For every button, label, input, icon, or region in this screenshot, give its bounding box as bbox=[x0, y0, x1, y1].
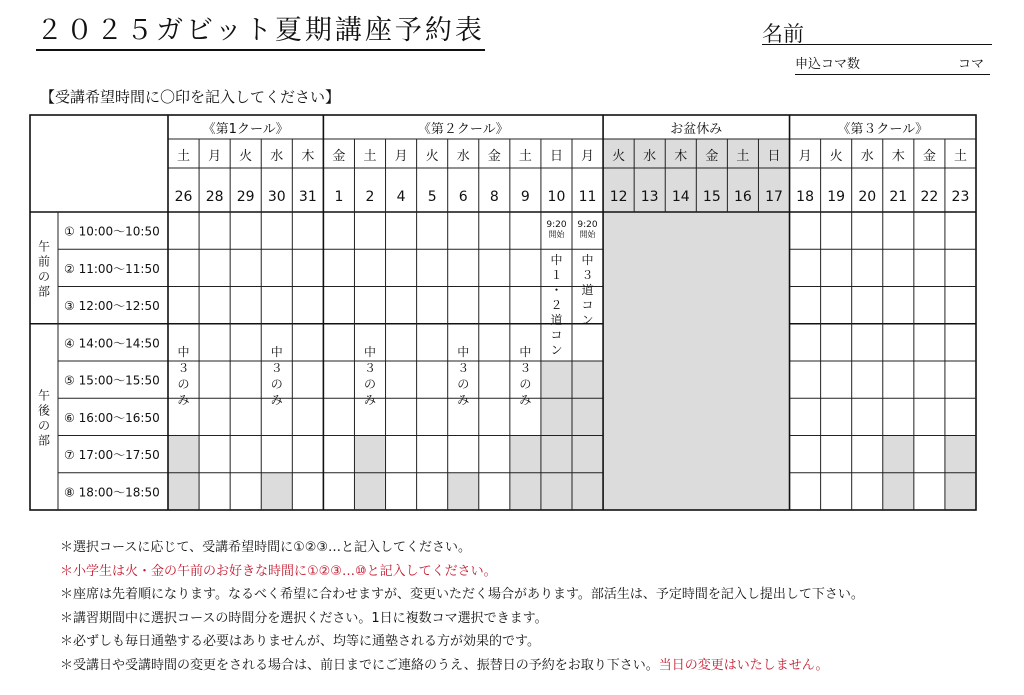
booking-cell[interactable] bbox=[324, 288, 353, 323]
section-label: 前 bbox=[37, 254, 51, 269]
date-label: 4 bbox=[396, 189, 406, 205]
cool-group-label: 《第２クール》 bbox=[417, 122, 509, 137]
weekday-label: 土 bbox=[177, 149, 191, 164]
booking-cell[interactable] bbox=[884, 437, 913, 472]
booking-cell[interactable] bbox=[511, 250, 540, 285]
booking-cell[interactable] bbox=[324, 474, 353, 509]
booking-cell[interactable] bbox=[822, 362, 851, 397]
weekday-label: 金 bbox=[922, 149, 936, 164]
time-slot-label: ③ 12:00～12:50 bbox=[64, 299, 160, 314]
time-slot-label: ④ 14:00～14:50 bbox=[64, 336, 160, 351]
booking-cell[interactable] bbox=[200, 325, 229, 360]
booking-cell[interactable] bbox=[480, 325, 509, 360]
booking-cell[interactable] bbox=[946, 474, 975, 509]
weekday-label: 土 bbox=[518, 149, 532, 164]
booking-cell[interactable] bbox=[511, 288, 540, 323]
booking-cell[interactable] bbox=[418, 399, 447, 434]
note-line: ＊講習期間中に選択コースの時間分を選択ください。1日に複数コマ選択できます。 bbox=[60, 610, 548, 626]
section-label: 午 bbox=[37, 239, 51, 254]
booking-cell[interactable] bbox=[355, 288, 384, 323]
booking-cell[interactable] bbox=[884, 250, 913, 285]
note-line: ＊選択コースに応じて、受講希望時間に①②③…と記入してください。 bbox=[60, 540, 472, 555]
date-label: 19 bbox=[827, 189, 846, 205]
booking-cell[interactable] bbox=[355, 213, 384, 248]
weekday-label: 水 bbox=[860, 149, 874, 164]
time-slot-label: ⑦ 17:00～17:50 bbox=[64, 448, 160, 463]
course-note: 中 bbox=[581, 253, 594, 267]
booking-cell[interactable] bbox=[480, 288, 509, 323]
booking-cell[interactable] bbox=[915, 325, 944, 360]
weekday-label: 火 bbox=[612, 149, 626, 164]
section-label: 部 bbox=[37, 433, 51, 448]
section-label: 午 bbox=[37, 388, 51, 403]
booking-cell[interactable] bbox=[449, 213, 478, 248]
booking-cell[interactable] bbox=[231, 474, 260, 509]
course-note: ン bbox=[581, 313, 594, 327]
booking-cell[interactable] bbox=[573, 399, 602, 434]
course-note: ３ bbox=[581, 268, 594, 282]
booking-cell[interactable] bbox=[262, 437, 291, 472]
booking-cell[interactable] bbox=[915, 213, 944, 248]
booking-cell[interactable] bbox=[822, 399, 851, 434]
booking-cell[interactable] bbox=[542, 399, 571, 434]
booking-cell[interactable] bbox=[946, 250, 975, 285]
weekday-label: 月 bbox=[208, 149, 222, 164]
time-slot-label: ⑥ 16:00～16:50 bbox=[64, 410, 160, 425]
course-note: ３ bbox=[519, 360, 532, 375]
booking-cell[interactable] bbox=[791, 250, 820, 285]
booking-cell[interactable] bbox=[200, 362, 229, 397]
cool-group-label: 《第３クール》 bbox=[837, 122, 929, 137]
weekday-label: 木 bbox=[674, 149, 688, 164]
date-label: 28 bbox=[205, 189, 224, 205]
booking-cell[interactable] bbox=[324, 399, 353, 434]
date-label: 20 bbox=[858, 189, 877, 205]
booking-cell[interactable] bbox=[293, 288, 322, 323]
booking-cell[interactable] bbox=[387, 288, 416, 323]
booking-cell[interactable] bbox=[169, 213, 198, 248]
time-slot-label: ② 11:00～11:50 bbox=[64, 261, 160, 276]
course-note: の bbox=[457, 376, 470, 391]
booking-cell[interactable] bbox=[355, 474, 384, 509]
booking-cell[interactable] bbox=[791, 362, 820, 397]
booking-cell[interactable] bbox=[853, 437, 882, 472]
course-note: 中 bbox=[550, 253, 563, 267]
booking-cell[interactable] bbox=[169, 474, 198, 509]
booking-cell[interactable] bbox=[853, 325, 882, 360]
booking-cell[interactable] bbox=[387, 325, 416, 360]
booking-cell[interactable] bbox=[946, 399, 975, 434]
booking-cell[interactable] bbox=[884, 399, 913, 434]
booking-cell[interactable] bbox=[355, 250, 384, 285]
booking-cell[interactable] bbox=[822, 325, 851, 360]
obon-block bbox=[603, 212, 789, 510]
booking-cell[interactable] bbox=[324, 325, 353, 360]
course-note: コ bbox=[550, 328, 563, 342]
weekday-label: 木 bbox=[891, 149, 905, 164]
date-label: 23 bbox=[951, 189, 970, 205]
booking-cell[interactable] bbox=[324, 437, 353, 472]
course-note: み bbox=[457, 392, 470, 407]
note-line: ＊小学生は火・金の午前のお好きな時間に①②③…⑩と記入してください。 bbox=[60, 563, 497, 579]
booking-cell[interactable] bbox=[853, 399, 882, 434]
weekday-label: 水 bbox=[270, 149, 284, 164]
booking-cell[interactable] bbox=[573, 362, 602, 397]
date-label: 15 bbox=[702, 189, 721, 205]
weekday-label: 火 bbox=[239, 149, 253, 164]
booking-cell[interactable] bbox=[200, 213, 229, 248]
cool-group-label: 《第1クール》 bbox=[202, 122, 289, 137]
course-note: 中 bbox=[457, 344, 470, 359]
booking-cell[interactable] bbox=[418, 325, 447, 360]
section-label: の bbox=[37, 269, 51, 284]
booking-cell[interactable] bbox=[355, 437, 384, 472]
booking-cell[interactable] bbox=[573, 325, 602, 360]
section-label: 後 bbox=[37, 403, 51, 418]
weekday-label: 土 bbox=[953, 149, 967, 164]
booking-cell[interactable] bbox=[853, 362, 882, 397]
date-label: 30 bbox=[267, 189, 286, 205]
date-label: 5 bbox=[427, 189, 437, 205]
booking-cell[interactable] bbox=[853, 213, 882, 248]
booking-cell[interactable] bbox=[542, 474, 571, 509]
booking-cell[interactable] bbox=[946, 362, 975, 397]
start-time-note: 9:20 bbox=[546, 220, 567, 230]
booking-cell[interactable] bbox=[449, 474, 478, 509]
booking-cell[interactable] bbox=[480, 213, 509, 248]
booking-cell[interactable] bbox=[200, 399, 229, 434]
course-note: １ bbox=[550, 268, 563, 282]
page-title: ２０２５ガビット夏期講座予約表 bbox=[36, 14, 485, 51]
booking-cell[interactable] bbox=[262, 288, 291, 323]
booking-cell[interactable] bbox=[418, 250, 447, 285]
booking-cell[interactable] bbox=[169, 437, 198, 472]
booking-cell[interactable] bbox=[418, 213, 447, 248]
booking-cell[interactable] bbox=[231, 399, 260, 434]
booking-cell[interactable] bbox=[511, 213, 540, 248]
date-label: 14 bbox=[671, 189, 690, 205]
date-label: 6 bbox=[458, 189, 468, 205]
booking-cell[interactable] bbox=[915, 399, 944, 434]
weekday-label: 月 bbox=[798, 149, 812, 164]
booking-cell[interactable] bbox=[822, 437, 851, 472]
booking-cell[interactable] bbox=[946, 437, 975, 472]
koma-unit: コマ bbox=[957, 57, 984, 72]
weekday-label: 火 bbox=[829, 149, 843, 164]
booking-cell[interactable] bbox=[293, 325, 322, 360]
weekday-label: 水 bbox=[643, 149, 657, 164]
booking-cell[interactable] bbox=[418, 437, 447, 472]
weekday-label: 木 bbox=[301, 149, 315, 164]
booking-cell[interactable] bbox=[231, 437, 260, 472]
course-note: み bbox=[177, 392, 190, 407]
booking-cell[interactable] bbox=[791, 474, 820, 509]
booking-cell[interactable] bbox=[387, 399, 416, 434]
booking-cell[interactable] bbox=[511, 437, 540, 472]
booking-cell[interactable] bbox=[822, 288, 851, 323]
booking-cell[interactable] bbox=[480, 362, 509, 397]
weekday-label: 火 bbox=[425, 149, 439, 164]
booking-cell[interactable] bbox=[542, 437, 571, 472]
date-label: 9 bbox=[520, 189, 530, 205]
booking-cell[interactable] bbox=[231, 288, 260, 323]
note-line: ＊受講日や受講時間の変更をされる場合は、前日までにご連絡のうえ、振替日の予約をお取り下さい。当日の変更はいたしません。 bbox=[60, 657, 829, 673]
booking-cell[interactable] bbox=[231, 362, 260, 397]
start-time-note: 開始 bbox=[548, 230, 565, 239]
booking-cell[interactable] bbox=[262, 250, 291, 285]
booking-cell[interactable] bbox=[946, 213, 975, 248]
date-label: 26 bbox=[174, 189, 193, 205]
booking-cell[interactable] bbox=[542, 362, 571, 397]
booking-cell[interactable] bbox=[387, 213, 416, 248]
section-label: の bbox=[37, 418, 51, 433]
booking-cell[interactable] bbox=[915, 288, 944, 323]
booking-cell[interactable] bbox=[231, 250, 260, 285]
course-note: ３ bbox=[363, 360, 377, 375]
course-note: ・ bbox=[550, 283, 563, 297]
instruction-text: 【受講希望時間に〇印を記入してください】 bbox=[40, 88, 341, 106]
booking-cell[interactable] bbox=[884, 213, 913, 248]
booking-cell[interactable] bbox=[293, 362, 322, 397]
date-label: 2 bbox=[365, 189, 375, 205]
course-note: 中 bbox=[519, 344, 532, 359]
booking-cell[interactable] bbox=[449, 250, 478, 285]
booking-cell[interactable] bbox=[480, 399, 509, 434]
booking-cell[interactable] bbox=[169, 250, 198, 285]
koma-count-label: 申込コマ数 bbox=[795, 57, 861, 72]
date-label: 12 bbox=[609, 189, 628, 205]
course-note: み bbox=[519, 392, 532, 407]
booking-cell[interactable] bbox=[418, 288, 447, 323]
course-note: ３ bbox=[270, 360, 283, 375]
booking-cell[interactable] bbox=[449, 288, 478, 323]
course-note: ３ bbox=[177, 360, 190, 375]
booking-cell[interactable] bbox=[293, 474, 322, 509]
start-time-note: 9:20 bbox=[577, 220, 598, 230]
booking-cell[interactable] bbox=[200, 474, 229, 509]
course-note: の bbox=[363, 376, 377, 391]
weekday-label: 水 bbox=[456, 149, 470, 164]
date-label: 29 bbox=[236, 189, 255, 205]
course-note: 中 bbox=[177, 344, 190, 359]
time-slot-label: ⑧ 18:00～18:50 bbox=[64, 485, 160, 500]
booking-cell[interactable] bbox=[480, 474, 509, 509]
booking-cell[interactable] bbox=[573, 437, 602, 472]
booking-cell[interactable] bbox=[387, 437, 416, 472]
booking-cell[interactable] bbox=[822, 213, 851, 248]
weekday-label: 金 bbox=[332, 149, 346, 164]
weekday-label: 金 bbox=[705, 149, 719, 164]
weekday-label: 月 bbox=[394, 149, 408, 164]
start-time-note: 開始 bbox=[579, 230, 596, 239]
booking-cell[interactable] bbox=[231, 325, 260, 360]
booking-cell[interactable] bbox=[884, 362, 913, 397]
course-note: み bbox=[363, 392, 377, 407]
booking-cell[interactable] bbox=[449, 437, 478, 472]
booking-cell[interactable] bbox=[915, 362, 944, 397]
booking-cell[interactable] bbox=[200, 250, 229, 285]
booking-cell[interactable] bbox=[324, 362, 353, 397]
note-line: ＊座席は先着順になります。なるべく希望に合わせますが、変更いただく場合があります。部活生は、予定時間を記入し提出して下さい。 bbox=[60, 587, 864, 602]
booking-cell[interactable] bbox=[418, 362, 447, 397]
booking-cell[interactable] bbox=[293, 250, 322, 285]
course-note: ３ bbox=[457, 360, 470, 375]
booking-cell[interactable] bbox=[262, 213, 291, 248]
course-note: 道 bbox=[581, 283, 594, 297]
cool-group-label: お盆休み bbox=[670, 122, 723, 137]
booking-cell[interactable] bbox=[200, 437, 229, 472]
time-slot-label: ⑤ 15:00～15:50 bbox=[64, 373, 160, 388]
booking-cell[interactable] bbox=[387, 474, 416, 509]
course-note: の bbox=[270, 376, 283, 391]
course-note: コ bbox=[581, 298, 594, 312]
booking-cell[interactable] bbox=[480, 437, 509, 472]
booking-cell[interactable] bbox=[324, 250, 353, 285]
date-label: 16 bbox=[734, 189, 752, 205]
time-slot-label: ① 10:00～10:50 bbox=[64, 224, 160, 239]
weekday-label: 土 bbox=[736, 149, 750, 164]
booking-cell[interactable] bbox=[822, 250, 851, 285]
name-label: 名前 bbox=[762, 22, 804, 46]
weekday-label: 日 bbox=[549, 149, 563, 164]
booking-cell[interactable] bbox=[915, 437, 944, 472]
date-label: 8 bbox=[489, 189, 499, 205]
course-note: 中 bbox=[363, 344, 377, 359]
course-note: 道 bbox=[550, 313, 563, 327]
date-label: 22 bbox=[920, 189, 939, 205]
booking-cell[interactable] bbox=[791, 288, 820, 323]
booking-cell[interactable] bbox=[293, 213, 322, 248]
date-label: 11 bbox=[578, 189, 597, 205]
booking-cell[interactable] bbox=[853, 250, 882, 285]
booking-cell[interactable] bbox=[915, 474, 944, 509]
date-label: 10 bbox=[547, 189, 566, 205]
booking-cell[interactable] bbox=[791, 213, 820, 248]
date-label: 13 bbox=[640, 189, 659, 205]
booking-cell[interactable] bbox=[262, 474, 291, 509]
section-label: 部 bbox=[37, 284, 51, 299]
booking-cell[interactable] bbox=[791, 399, 820, 434]
weekday-label: 日 bbox=[767, 149, 781, 164]
course-note: の bbox=[519, 376, 532, 391]
booking-cell[interactable] bbox=[418, 474, 447, 509]
booking-cell[interactable] bbox=[946, 325, 975, 360]
booking-cell[interactable] bbox=[387, 362, 416, 397]
booking-cell[interactable] bbox=[915, 250, 944, 285]
booking-cell[interactable] bbox=[946, 288, 975, 323]
booking-cell[interactable] bbox=[853, 474, 882, 509]
booking-cell[interactable] bbox=[480, 250, 509, 285]
booking-cell[interactable] bbox=[511, 474, 540, 509]
course-note: み bbox=[270, 392, 283, 407]
booking-cell[interactable] bbox=[573, 474, 602, 509]
weekday-label: 月 bbox=[581, 149, 595, 164]
weekday-label: 土 bbox=[363, 149, 377, 164]
booking-cell[interactable] bbox=[231, 213, 260, 248]
booking-cell[interactable] bbox=[884, 325, 913, 360]
booking-cell[interactable] bbox=[853, 288, 882, 323]
course-note: ２ bbox=[550, 298, 563, 312]
notes-list bbox=[60, 536, 864, 677]
weekday-label: 金 bbox=[487, 149, 501, 164]
booking-cell[interactable] bbox=[293, 399, 322, 434]
booking-cell[interactable] bbox=[884, 288, 913, 323]
booking-cell[interactable] bbox=[293, 437, 322, 472]
booking-cell[interactable] bbox=[387, 250, 416, 285]
date-label: 17 bbox=[765, 189, 783, 205]
date-label: 21 bbox=[889, 189, 908, 205]
date-label: 1 bbox=[334, 189, 344, 205]
course-note: 中 bbox=[270, 344, 283, 359]
booking-cell[interactable] bbox=[324, 213, 353, 248]
booking-cell[interactable] bbox=[791, 437, 820, 472]
course-note: ン bbox=[550, 343, 563, 357]
booking-cell[interactable] bbox=[791, 325, 820, 360]
booking-cell[interactable] bbox=[200, 288, 229, 323]
date-label: 31 bbox=[298, 189, 317, 205]
note-line: ＊必ずしも毎日通塾する必要はありませんが、均等に通塾される方が効果的です。 bbox=[60, 634, 540, 649]
booking-cell[interactable] bbox=[822, 474, 851, 509]
course-note: の bbox=[177, 376, 190, 391]
booking-cell[interactable] bbox=[169, 288, 198, 323]
date-label: 18 bbox=[796, 189, 814, 205]
booking-cell[interactable] bbox=[884, 474, 913, 509]
